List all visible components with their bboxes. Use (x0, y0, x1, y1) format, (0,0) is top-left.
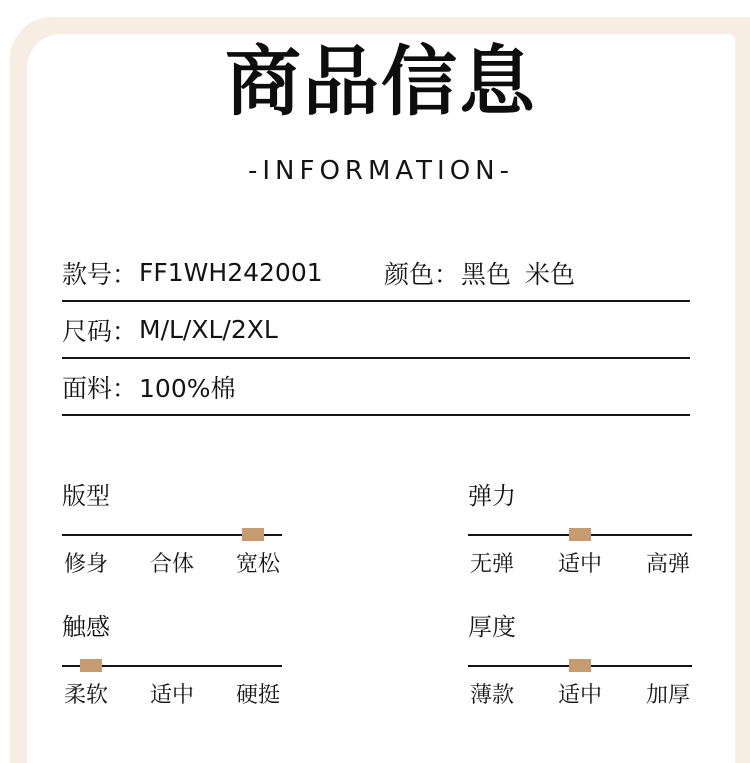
touch-levels (62, 678, 282, 709)
thickness-level-medium: 适中 (557, 683, 602, 708)
style-number-value: FF1WH242001 (139, 258, 323, 287)
info-row-style-number (62, 245, 690, 302)
fabric-label: 面料： (62, 373, 138, 403)
fit-scale (62, 528, 282, 541)
touch-level-soft: 柔软 (64, 683, 109, 708)
page-title: 商品信息 (225, 37, 537, 126)
thickness-level-thick: 加厚 (645, 683, 690, 708)
attribute-elasticity (468, 481, 692, 578)
fit-level-slim: 修身 (64, 552, 109, 577)
touch-level-stiff: 硬挺 (235, 683, 280, 708)
elasticity-level-medium: 适中 (557, 552, 602, 577)
size-value: M/L/XL/2XL (139, 315, 278, 344)
elasticity-levels (468, 547, 692, 578)
size-label: 尺码： (62, 316, 138, 346)
fit-scale-marker (242, 528, 264, 541)
attribute-thickness (468, 612, 692, 709)
touch-scale (62, 659, 282, 672)
elasticity-level-none: 无弹 (470, 552, 515, 577)
elasticity-level-high: 高弹 (645, 552, 690, 577)
touch-level-medium: 适中 (149, 683, 194, 708)
page-subtitle: -INFORMATION- (247, 156, 515, 186)
touch-scale-marker (80, 659, 102, 672)
attribute-touch (62, 612, 282, 709)
thickness-scale (468, 659, 692, 672)
attribute-elasticity-name: 弹力 (468, 482, 516, 510)
style-number-field (62, 255, 323, 291)
thickness-levels (468, 678, 692, 709)
color-value: 黑色 米色 (461, 259, 575, 289)
info-table (62, 245, 690, 416)
size-field (62, 312, 278, 348)
info-row-fabric (62, 359, 690, 416)
fit-level-regular: 合体 (149, 552, 194, 577)
thickness-scale-marker (569, 659, 591, 672)
attribute-fit (62, 481, 282, 578)
elasticity-scale (468, 528, 692, 541)
fit-level-loose: 宽松 (235, 552, 280, 577)
fabric-value: 100%棉 (139, 373, 236, 403)
thickness-level-thin: 薄款 (470, 683, 515, 708)
style-number-label: 款号： (62, 259, 138, 289)
fabric-field (62, 369, 236, 405)
fit-levels (62, 547, 282, 578)
attribute-thickness-name: 厚度 (468, 613, 516, 641)
color-label: 颜色： (384, 259, 460, 289)
info-row-size (62, 302, 690, 359)
elasticity-scale-marker (569, 528, 591, 541)
attribute-fit-name: 版型 (62, 482, 110, 510)
product-info-card (27, 34, 735, 763)
attribute-touch-name: 触感 (62, 613, 110, 641)
color-field (384, 245, 575, 300)
